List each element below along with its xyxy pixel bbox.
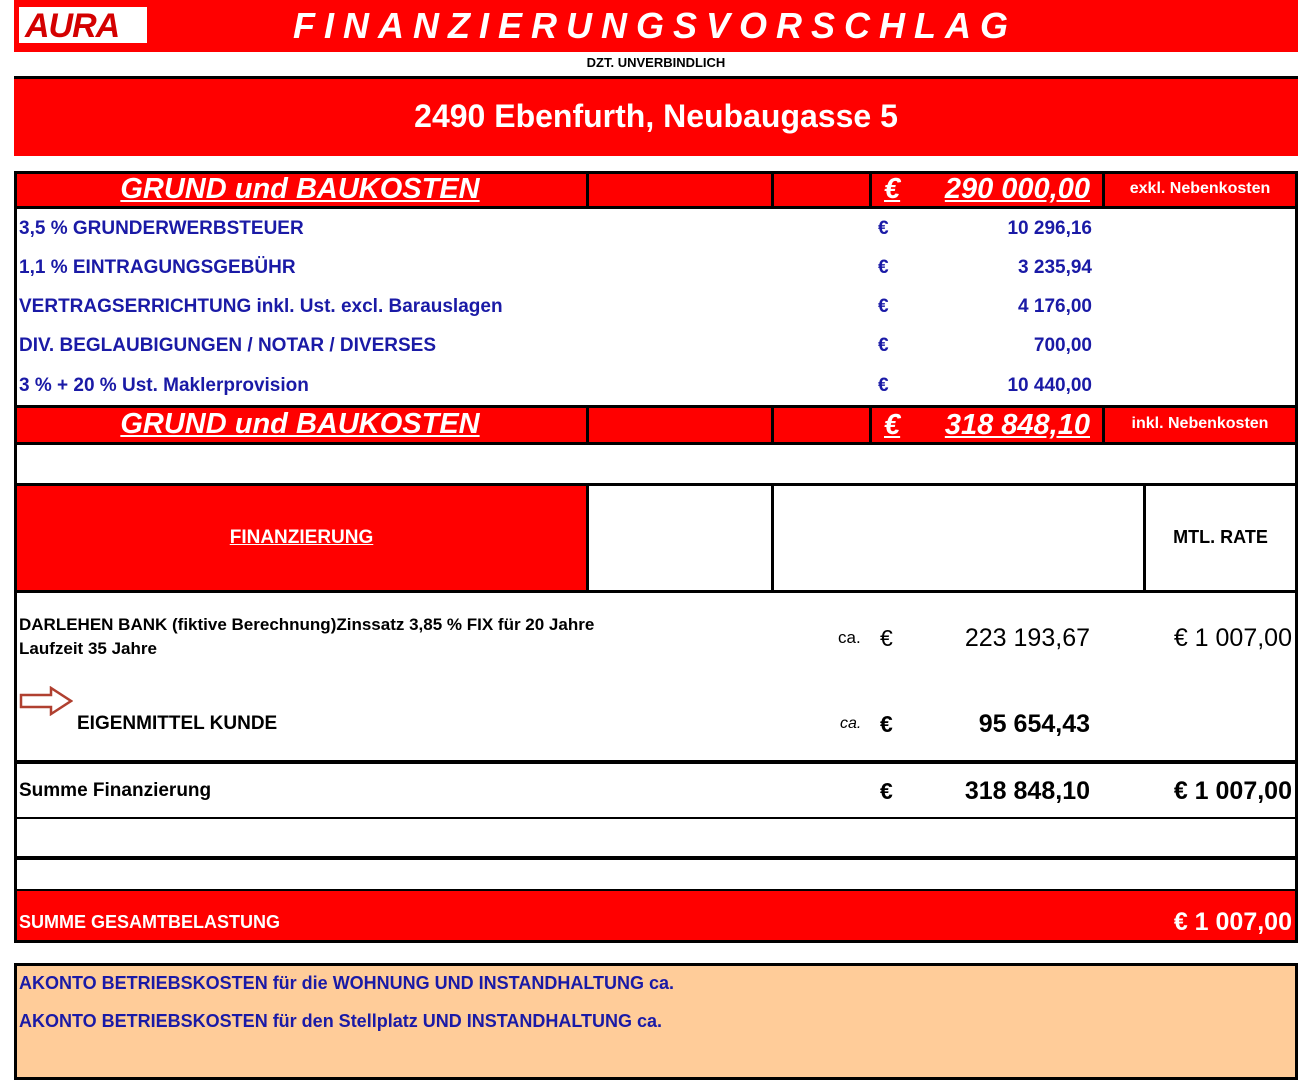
cost-item-label: DIV. BEGLAUBIGUNGEN / NOTAR / DIVERSES (19, 335, 436, 356)
cost-item-amount: 10 440,00 (1007, 375, 1092, 396)
costs-base-amount: 290 000,00 (944, 173, 1090, 205)
costs-total-label: GRUND und BAUKOSTEN (120, 408, 480, 440)
arrow-right-icon (19, 686, 73, 716)
address-text: 2490 Ebenfurth, Neubaugasse 5 (414, 98, 898, 134)
total-burden-value: € 1 007,00 (1173, 908, 1292, 936)
cost-item-amount: 3 235,94 (1018, 257, 1092, 278)
cost-item-label: VERTRAGSERRICHTUNG inkl. Ust. excl. Barauslagen (19, 296, 503, 317)
page-subtitle: DZT. UNVERBINDLICH (586, 55, 726, 70)
equity-label: EIGENMITTEL KUNDE (77, 713, 278, 734)
logo-text: AURA (25, 7, 120, 45)
total-burden-label: SUMME GESAMTBELASTUNG (19, 912, 280, 932)
costs-total-currency: € (884, 409, 901, 441)
costs-total-amount: 318 848,10 (944, 409, 1090, 441)
costs-base-currency: € (884, 173, 901, 205)
cost-item-amount: 10 296,16 (1007, 218, 1092, 239)
cost-item-currency: € (878, 257, 889, 278)
loan-description-line1: DARLEHEN BANK (fiktive Berechnung)Zinssatz 3,85 % FIX für 20 Jahre (19, 615, 595, 634)
equity-amount: 95 654,43 (978, 710, 1090, 738)
cost-item-currency: € (878, 218, 889, 239)
sum-label: Summe Finanzierung (19, 780, 212, 801)
financing-heading: FINANZIERUNG (229, 527, 374, 548)
page-title: FINANZIERUNGSVORSCHLAG (292, 5, 1017, 46)
loan-currency: € (880, 625, 893, 651)
equity-currency: € (880, 711, 893, 737)
address-banner (14, 76, 1298, 156)
sum-rate: € 1 007,00 (1173, 777, 1292, 805)
loan-amount: 223 193,67 (964, 624, 1090, 652)
cost-item-label: 3,5 % GRUNDERWERBSTEUER (19, 218, 304, 239)
operating-costs-line1: AKONTO BETRIEBSKOSTEN für die WOHNUNG UND INSTANDHALTUNG ca. (19, 973, 675, 993)
cost-item-label: 3 % + 20 % Ust. Maklerprovision (19, 375, 309, 396)
cost-item-amount: 700,00 (1033, 335, 1092, 356)
cost-item-amount: 4 176,00 (1018, 296, 1092, 317)
cost-item-currency: € (878, 375, 889, 396)
cost-item-currency: € (878, 335, 889, 356)
costs-section-label: GRUND und BAUKOSTEN (120, 173, 480, 205)
costs-total-note: inkl. Nebenkosten (1131, 415, 1269, 432)
sum-amount: 318 848,10 (964, 777, 1090, 805)
rate-heading: MTL. RATE (1173, 527, 1268, 547)
cost-item-currency: € (878, 296, 889, 317)
loan-description-line2: Laufzeit 35 Jahre (19, 639, 157, 658)
sum-currency: € (880, 778, 893, 804)
logo (16, 4, 150, 46)
loan-ca: ca. (838, 628, 861, 647)
costs-base-note: exkl. Nebenkosten (1129, 180, 1271, 197)
equity-ca: ca. (840, 715, 862, 732)
loan-rate: € 1 007,00 (1173, 624, 1292, 652)
cost-item-label: 1,1 % EINTRAGUNGSGEBÜHR (19, 257, 296, 278)
operating-costs-line2: AKONTO BETRIEBSKOSTEN für den Stellplatz UND INSTANDHALTUNG ca. (19, 1011, 663, 1031)
